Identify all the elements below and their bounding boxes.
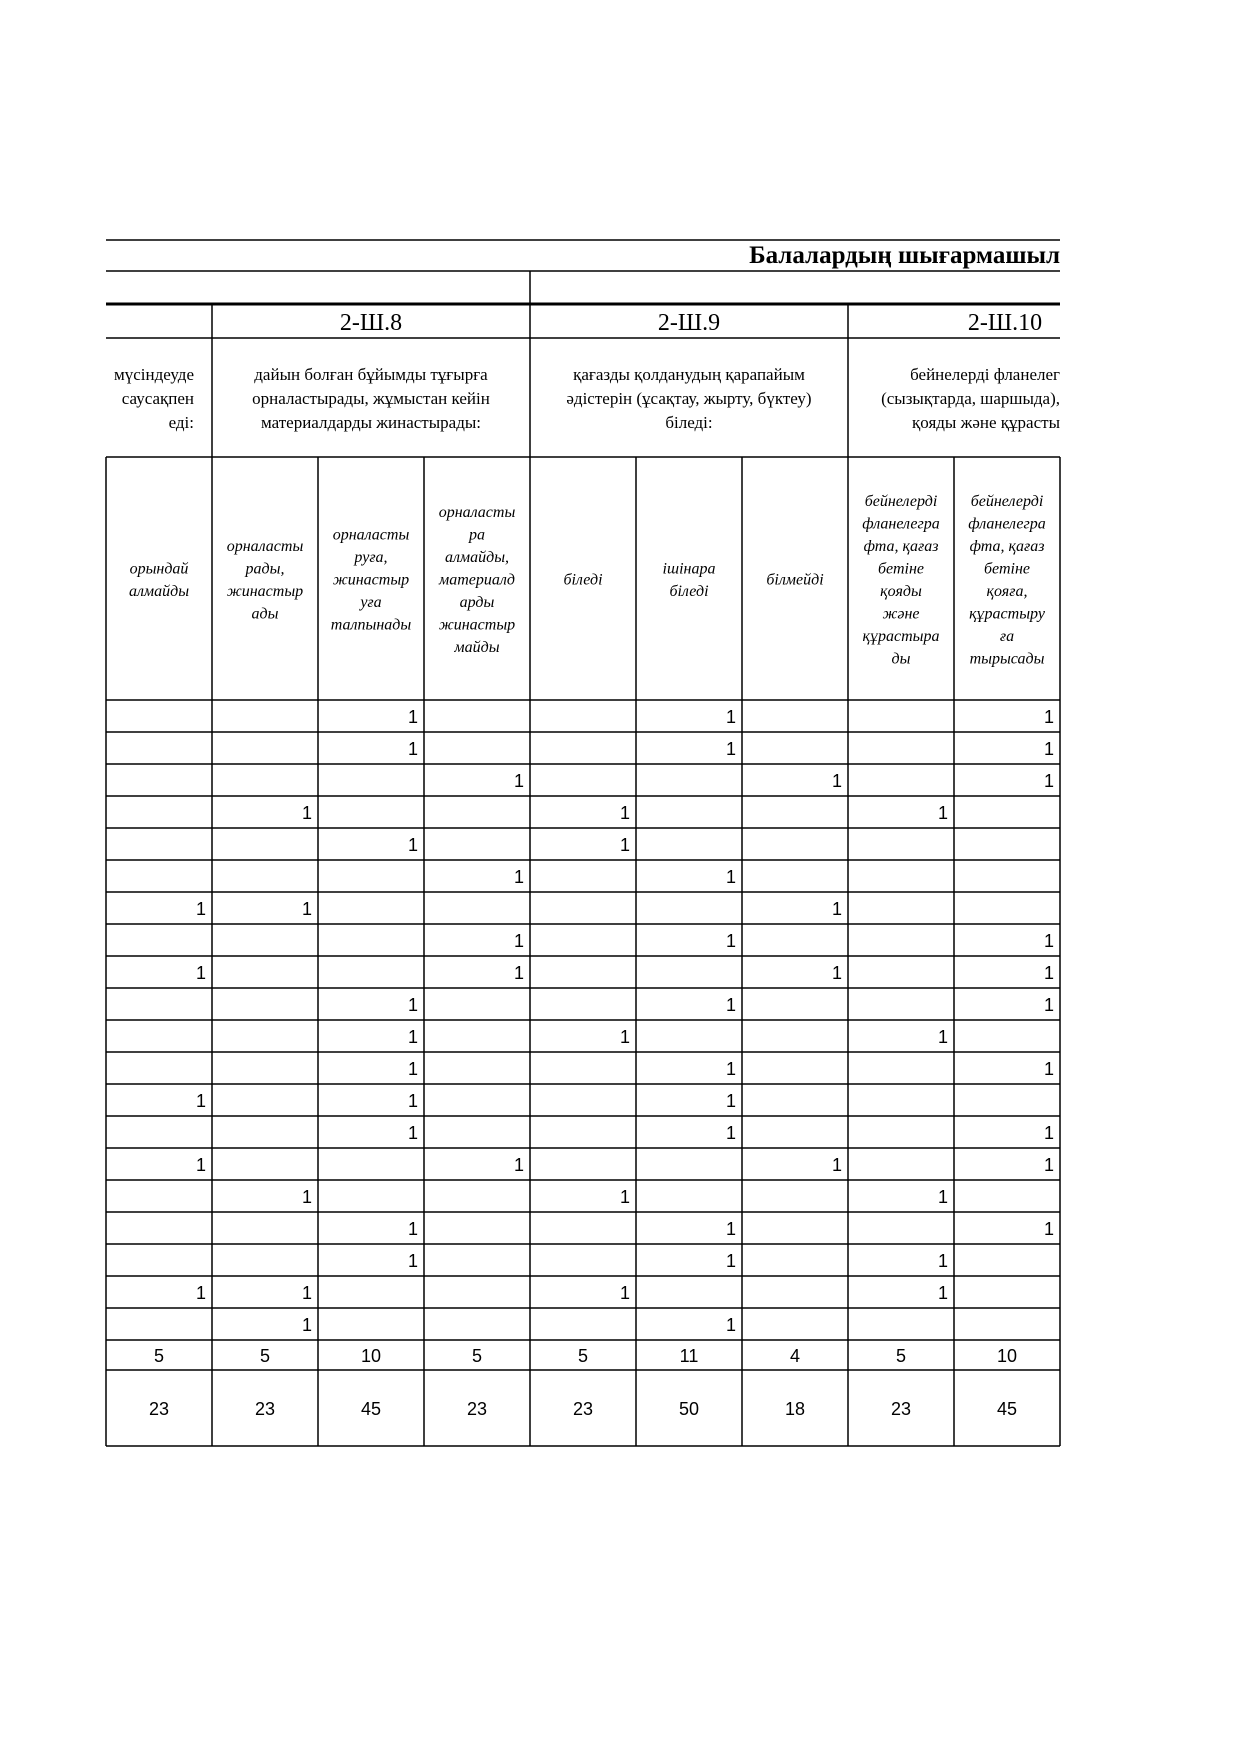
data-cell: 1: [1043, 1155, 1054, 1175]
criterion-code: 2-Ш.8: [339, 310, 403, 336]
data-cell: 1: [407, 707, 418, 727]
option-header: алмайды: [128, 582, 190, 600]
data-cell: 1: [725, 1251, 736, 1271]
percent-cell: 23: [254, 1399, 276, 1419]
data-cell: 1: [831, 771, 842, 791]
data-cell: 1: [407, 1251, 418, 1271]
criterion-description: (сызықтарда, шаршыда),: [881, 389, 1060, 408]
data-cell: 1: [619, 1027, 630, 1047]
criterion-description: әдістерін (ұсақтау, жырту, бүктеу): [566, 389, 812, 408]
option-header: ішінара: [662, 560, 716, 578]
option-header: білмейді: [766, 571, 824, 589]
data-cell: 1: [301, 1187, 312, 1207]
data-cell: 1: [301, 1283, 312, 1303]
data-cell: 1: [1043, 963, 1054, 983]
data-cell: 1: [513, 867, 524, 887]
total-cell: 5: [577, 1346, 589, 1366]
data-cell: 1: [725, 1219, 736, 1239]
option-header: орналасты: [226, 537, 304, 555]
data-cell: 1: [195, 1091, 206, 1111]
data-cell: 1: [725, 867, 736, 887]
data-cell: 1: [407, 835, 418, 855]
data-cell: 1: [725, 1091, 736, 1111]
option-header: рады,: [245, 560, 285, 578]
data-cell: 1: [407, 995, 418, 1015]
option-header: жинастыр: [226, 582, 304, 600]
percent-cell: 23: [890, 1399, 912, 1419]
percent-cell: 45: [360, 1399, 382, 1419]
percent-cell: 23: [572, 1399, 594, 1419]
total-cell: 5: [471, 1346, 483, 1366]
total-cell: 5: [153, 1346, 165, 1366]
option-header: фта, қағаз: [969, 537, 1045, 555]
total-cell: 11: [679, 1346, 699, 1366]
data-cell: 1: [301, 1315, 312, 1335]
option-header: құрастыра: [862, 627, 940, 645]
option-header: жинастыр: [332, 571, 410, 589]
data-cell: 1: [1043, 771, 1054, 791]
option-header: ра: [469, 526, 485, 544]
option-header: біледі: [669, 582, 709, 600]
data-cell: 1: [513, 931, 524, 951]
criterion-description: қағазды қолданудың қарапайым: [573, 365, 805, 384]
data-cell: 1: [1043, 995, 1054, 1015]
data-cell: 1: [407, 1091, 418, 1111]
criterion-description: дайын болған бұйымды тұғырға: [254, 365, 488, 384]
option-header: ға: [999, 627, 1015, 645]
percent-cell: 45: [996, 1399, 1018, 1419]
data-cell: 1: [1043, 1219, 1054, 1239]
criterion-code: 2-Ш.10: [967, 310, 1043, 336]
option-header: орындай: [129, 560, 189, 578]
data-cell: 1: [937, 1251, 948, 1271]
percent-cell: 23: [148, 1399, 170, 1419]
option-header: бетіне: [984, 560, 1030, 578]
option-header: бейнелерді: [864, 492, 938, 510]
criterion-description: орналастырады, жұмыстан кейін: [252, 389, 490, 408]
table-title: Балалардың шығармашыл: [749, 242, 1060, 269]
data-cell: 1: [937, 803, 948, 823]
option-header: жинастыр: [438, 616, 516, 634]
option-header: бейнелерді: [970, 492, 1044, 510]
option-header: тырысады: [969, 650, 1045, 668]
option-header: құрастыру: [969, 605, 1045, 623]
data-cell: 1: [725, 995, 736, 1015]
total-cell: 4: [789, 1346, 801, 1366]
option-header: уға: [360, 594, 382, 611]
data-cell: 1: [301, 899, 312, 919]
data-cell: 1: [725, 1315, 736, 1335]
criterion-description: материалдарды жинастырады:: [260, 413, 482, 432]
total-cell: 5: [895, 1346, 907, 1366]
data-cell: 1: [1043, 931, 1054, 951]
table-text-layer: [114, 242, 1061, 1419]
data-cell: 1: [1043, 739, 1054, 759]
data-cell: 1: [1043, 707, 1054, 727]
percent-cell: 50: [678, 1399, 700, 1419]
option-header: орналасты: [438, 504, 516, 521]
option-header: руға,: [354, 549, 388, 566]
option-header: және: [882, 605, 920, 623]
data-cell: 1: [407, 1027, 418, 1047]
criterion-description: саусақпен: [121, 389, 194, 408]
data-cell: 1: [619, 1283, 630, 1303]
data-cell: 1: [725, 739, 736, 759]
data-cell: 1: [725, 1059, 736, 1079]
option-header: фланелегра: [968, 515, 1046, 533]
data-cell: 1: [1043, 1059, 1054, 1079]
data-cell: 1: [937, 1283, 948, 1303]
option-header: қояға,: [986, 582, 1028, 600]
data-cell: 1: [407, 1059, 418, 1079]
option-header: фта, қағаз: [863, 537, 939, 555]
data-cell: 1: [937, 1187, 948, 1207]
data-cell: 1: [195, 899, 206, 919]
option-header: талпынады: [330, 616, 412, 634]
data-cell: 1: [513, 963, 524, 983]
percent-cell: 18: [784, 1399, 806, 1419]
data-cell: 1: [725, 1123, 736, 1143]
data-cell: 1: [195, 1155, 206, 1175]
option-header: бетіне: [878, 560, 924, 578]
data-cell: 1: [195, 963, 206, 983]
total-cell: 10: [996, 1346, 1018, 1366]
data-cell: 1: [725, 707, 736, 727]
data-cell: 1: [1043, 1123, 1054, 1143]
criterion-description: еді:: [168, 413, 194, 432]
criterion-description: мүсіндеуде: [113, 365, 194, 384]
data-cell: 1: [619, 1187, 630, 1207]
data-cell: 1: [831, 963, 842, 983]
option-header: майды: [454, 639, 500, 656]
criterion-description: қояды және құрасты: [912, 413, 1060, 432]
option-header: арды: [459, 594, 495, 611]
option-header: алмайды,: [444, 549, 510, 566]
option-header: қояды: [880, 582, 922, 600]
data-cell: 1: [407, 1219, 418, 1239]
total-cell: 10: [360, 1346, 382, 1366]
criterion-description: бейнелерді фланелег: [910, 365, 1060, 384]
data-cell: 1: [513, 1155, 524, 1175]
data-cell: 1: [407, 739, 418, 759]
data-cell: 1: [195, 1283, 206, 1303]
option-header: ды: [891, 650, 911, 668]
data-cell: 1: [301, 803, 312, 823]
option-header: біледі: [563, 571, 603, 589]
total-cell: 5: [259, 1346, 271, 1366]
option-header: орналасты: [332, 526, 410, 544]
criterion-code: 2-Ш.9: [657, 310, 721, 336]
data-cell: 1: [513, 771, 524, 791]
data-cell: 1: [619, 835, 630, 855]
data-cell: 1: [831, 1155, 842, 1175]
criterion-description: біледі:: [665, 413, 713, 432]
data-cell: 1: [831, 899, 842, 919]
data-cell: 1: [407, 1123, 418, 1143]
option-header: материалд: [439, 571, 515, 589]
data-cell: 1: [619, 803, 630, 823]
data-cell: 1: [725, 931, 736, 951]
option-header: фланелегра: [862, 515, 940, 533]
data-cell: 1: [937, 1027, 948, 1047]
option-header: ады: [251, 605, 279, 623]
percent-cell: 23: [466, 1399, 488, 1419]
